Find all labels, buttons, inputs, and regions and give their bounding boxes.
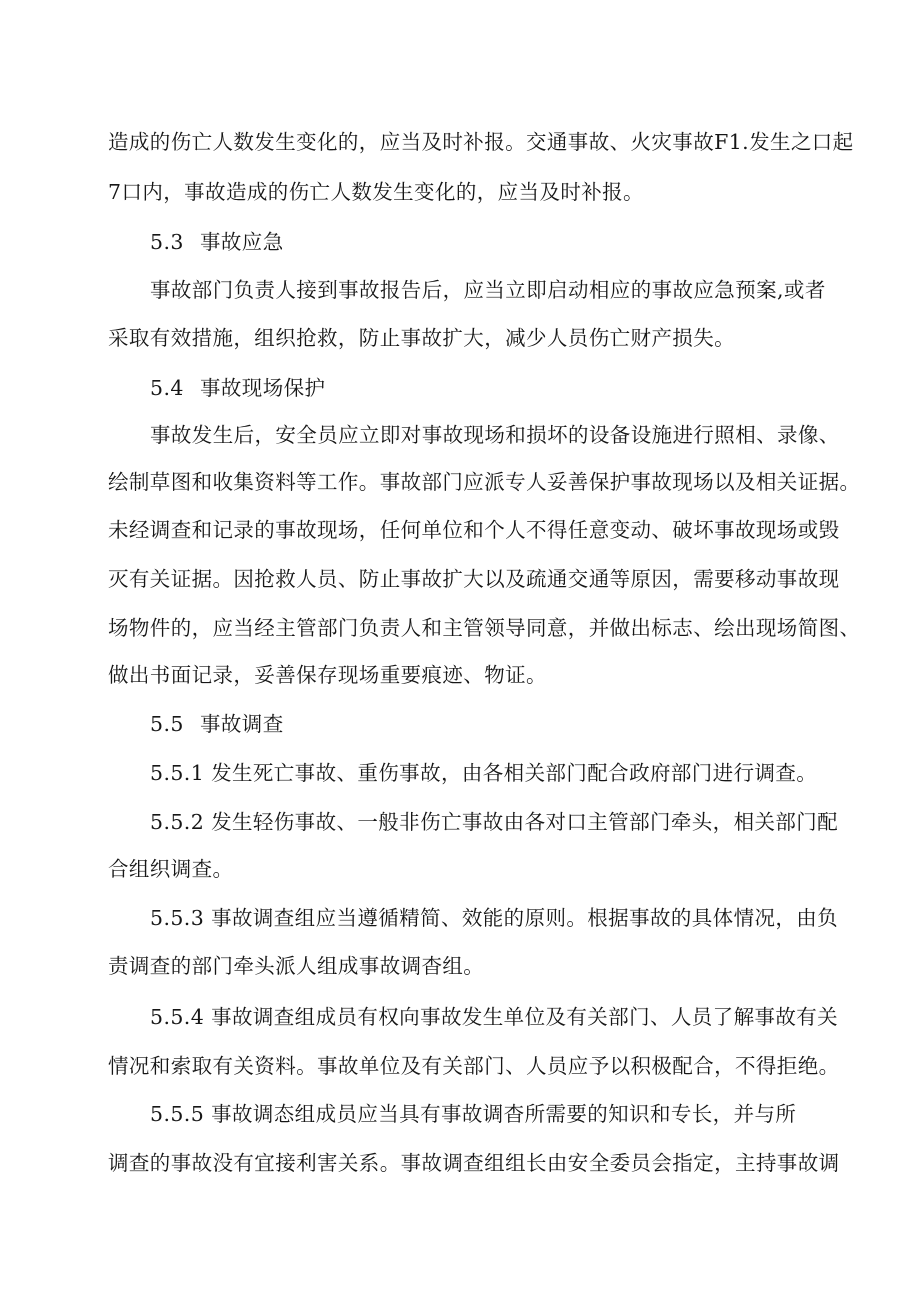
text-line: 调查的事故没有宜接利害关系。事故调查组组长由安全委员会指定，主持事故调 <box>108 1151 840 1175</box>
text-line: 7口内，事故造成的伤亡人数发生变化的，应当及时补报。 <box>108 180 644 204</box>
text-line: 责调查的部门牵头派人组成事故调杳组。 <box>108 954 485 978</box>
section-title: 事故现场保护 <box>200 376 326 400</box>
text-line: 场物件的，应当经主管部门负责人和主管领导同意，并做出标志、绘出现场简图、 <box>108 616 861 640</box>
text-line: 5.5.3 事故调查组应当遵循精简、效能的原则。根据事故的具体情况，由负 <box>150 906 839 930</box>
section-heading-5-5 <box>150 710 284 738</box>
section-number: 5.4 <box>150 376 184 400</box>
section-title: 事故应急 <box>200 230 284 254</box>
text-line: 5.5.2 发生轻伤事故、一般非伤亡事故由各对口主管部门牵头，相关部门配 <box>150 810 839 834</box>
section-title: 事故调查 <box>200 712 284 736</box>
text-line: 事故发生后，安全员应立即对事故现场和损坏的设备设施进行照相、录像、 <box>150 423 840 447</box>
text-line: 做出书面记录，妥善保存现场重要痕迹、物证。 <box>108 663 547 687</box>
text-line: 未经调查和记录的事故现场，任何单位和个人不得任意变动、破坏事故现场或毁 <box>108 518 840 542</box>
text-line: 绘制草图和收集资料等工作。事故部门应派专人妥善保护事故现场以及相关证据。 <box>108 470 861 494</box>
text-line: 合组织调查。 <box>108 857 234 881</box>
text-line: 情况和索取有关资料。事故单位及有关部门、人员应予以积极配合，不得拒绝。 <box>108 1054 840 1078</box>
text-line: 灭有关证据。因抢救人员、防止事故扩大以及疏通交通等原因，需要移动事故现 <box>108 567 840 591</box>
text-line: 5.5.1 发生死亡事故、重伤事故，由各相关部门配合政府部门进行调查。 <box>150 761 818 785</box>
text-line: 5.5.4 事故调查组成员有权向事故发生单位及有关部门、人员了解事故有关 <box>150 1005 839 1029</box>
section-number: 5.3 <box>150 230 184 254</box>
text-line: 造成的伤亡人数发生变化的，应当及时补报。交通事故、火灾事故F1.发生之口起 <box>108 130 854 154</box>
text-line: 5.5.5 事故调态组成员应当具有事故调杳所需要的知识和专长，并与所 <box>150 1102 797 1126</box>
text-line: 事故部门负责人接到事故报告后，应当立即启动相应的事故应急预案,或者 <box>150 278 826 302</box>
text-line: 采取有效措施，组织抢救，防止事故扩大，减少人员伤亡财产损失。 <box>108 326 735 350</box>
section-heading-5-3 <box>150 228 284 256</box>
section-number: 5.5 <box>150 712 184 736</box>
section-heading-5-4 <box>150 374 325 402</box>
